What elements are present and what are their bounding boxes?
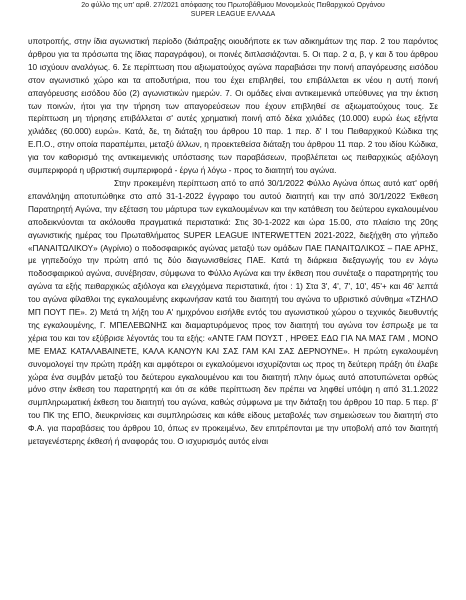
document-body — [28, 36, 438, 449]
header-league-name: SUPER LEAGUE ΕΛΛΑΔΑ — [190, 10, 276, 18]
header-decision-reference: 2ο φύλλο της υπ' αριθ. 27/2021 απόφασης του Πρωτοβάθμιου Μονομελούς Πειθαρχικού Οργάνου — [81, 2, 385, 9]
paragraph-legal-provisions: υποτροπής, στην ίδια αγωνιστική περίοδο (διάπραξης οιουδήποτε εκ των αδικημάτων της παρ. 2 του παρόντος άρθρου για τα πρόσωπα της ίδιας παραγράφου), οι ποινές διπλασιάζονται. 5. Οι παρ. 2 α, β, γ και δ του άρθρου 10 ισχύουν αναλόγως. 6. Σε περίπτωση που αξιωματούχος αγώνα παραβιάσει την ποινή απαγόρευσης εισόδου στον αγωνιστικό χώρο και τα αποδυτήρια, που του έχει επιβληθεί, του επιβάλλεται εκ νέου η αυτή ποινή απαγόρευσης εισόδου δύο (2) αγωνιστικών ημερών. 7. Οι ομάδες είναι αντικειμενικά υπεύθυνες για την έκτιση των ποινών, ήτοι για την τήρηση των απαγορεύσεων που έχουν επιβληθεί σε αξιωματούχους τους. Σε περίπτωση μη τήρησης επιβάλλεται σ' αυτές χρηματική ποινή από δέκα χιλιάδες (10.000) ευρώ έως εξήντα χιλιάδες (60.000) ευρώ». Κατά, δε, τη διάταξη του άρθρου 10 παρ. 1 περ. δ' Ι του Πειθαρχικού Κώδικα της Ε.Π.Ο., στην οποία παραπέμπει, μεταξύ άλλων, η προεκτεθείσα διάταξη του άρθρου 11 παρ. 2 του ιδίου Κώδικα, για τον καθορισμό της αντικειμενικής υπόστασης των παραβάσεων, προβλέπεται ως πειθαρχικώς αξιόλογη συμπεριφορά η υβριστική συμπεριφορά - έργω ή λόγω - προς το διαιτητή του αγώνα. — [28, 37, 438, 176]
paragraph-case-facts: Στην προκειμένη περίπτωση από το από 30/1/2022 Φύλλο Αγώνα όπως αυτό κατ' ορθή επανάληψη αποτυπώθηκε στο από 31-1-2022 έγγραφο του αυτού διαιτητή και την από 30/1/2022 Έκθεση Παρατηρητή Αγώνα, την εξέταση του μάρτυρα των εγκαλουμένων και την κατάθεση του δεύτερου εγκαλουμένου αποδεικνύονται τα ακόλουθα πραγματικά περιστατικά: Στις 30-1-2022 και ώρα 15.00, στο πλαίσιο της 20ης αγωνιστικής ημέρας του Πρωταθλήματος SUPER LEAGUE INTERWETTEN 2021-2022, διεξήχθη στο γήπεδο «ΠΑΝΑΙΤΩΛΙΚΟΥ» (Αγρίνιο) ο ποδοσφαιρικός αγώνας μεταξύ των ομάδων ΠΑΕ ΠΑΝΑΙΤΩΛΙΚΟΣ – ΠΑΕ ΑΡΗΣ, με γηπεδούχο την πρώτη από τις δύο διαγωνισθείσες ΠΑΕ. Κατά τη διάρκεια διεξαγωγής του εν λόγω ποδοσφαιρικού αγώνα, συνέβησαν, σύμφωνα το Φύλλο Αγώνα και την έκθεση που συνέταξε ο παρατηρητής του αγώνα τα εξής πειθαρχικώς αξιόλογα και ελεγχόμενα περιστατικά, ήτοι : 1) Στα 3', 4', 7', 10', 45'+ και 46' λεπτά του αγώνα φίλαθλοι της εγκαλουμένης εκφωνήσαν κατά του διαιτητή του αγώνα το υβριστικό σύνθημα «ΤΖΗΛΟ ΜΠ ΠΟΥΤ ΠΕ». 2) Μετά τη λήξη του Α' ημιχρόνου εισήλθε εντός του αγωνιστικού χώρου ο τεχνικός διευθυντής της εγκαλουμένης, Γ. ΜΠΕΛΕΒΩΝΗΣ και διαμαρτυρόμενος προς τον διαιτητή του αγώνα τον έσπρωξε με τα χέρια του και τον εξύβρισε λέγοντάς του τα εξής: «ΑΝΤΕ ΓΑΜ ΠΟΥΣΤ , ΗΡΘΕΣ ΕΔΩ ΓΙΑ ΝΑ ΜΑΣ ΓΑΜ , ΜΟΝΟ ΜΕ ΕΜΑΣ ΚΑΤΑΛΑΒΑΙΝΕΤΕ, ΚΑΛΑ ΚΑΝΟΥΝ ΚΑΙ ΣΑΣ ΓΑΜ ΚΑΙ ΣΑΣ ΔΕΡΝΟΥΝΕ». Η πρώτη εγκαλουμένη συνομολογεί την πρώτη πράξη και αμφότεροι οι εγκαλούμενοι ισχυρίζονται ως προς τη δεύτερη πράξη ότι έλαβε χώρα ένα συμβάν μεταξύ του δεύτερου εγκαλουμένου και του διαιτητή πλην όμως αυτό αποτυπώνεται ορθώς μόνο στην έκθεση του παρατηρητή και ότι σε κάθε περίπτωση δεν πρέπει να ληφθεί υπόψη η από 31.1.2022 συμπληρωματική έκθεση του διαιτητή του αγώνα, καθώς σύμφωνα με την διάταξη του άρθρου 10 παρ. 5 περ. β' του ΠΚ της ΕΠΟ, διευκρινίσεις και συμπληρώσεις και κάθε είδους μεταβολές των σημειώσεων του διαιτητή στο Φ.Α. για παραβάσεις του άρθρου 10, όπως εν προκειμένω, δεν επιτρέπονται με την υποβολή από τον διαιτητή μεταγενέστερης έκθεσή ή αναφοράς του. Ο ισχυρισμός αυτός είναι — [28, 178, 438, 447]
page-header — [0, 2, 466, 19]
